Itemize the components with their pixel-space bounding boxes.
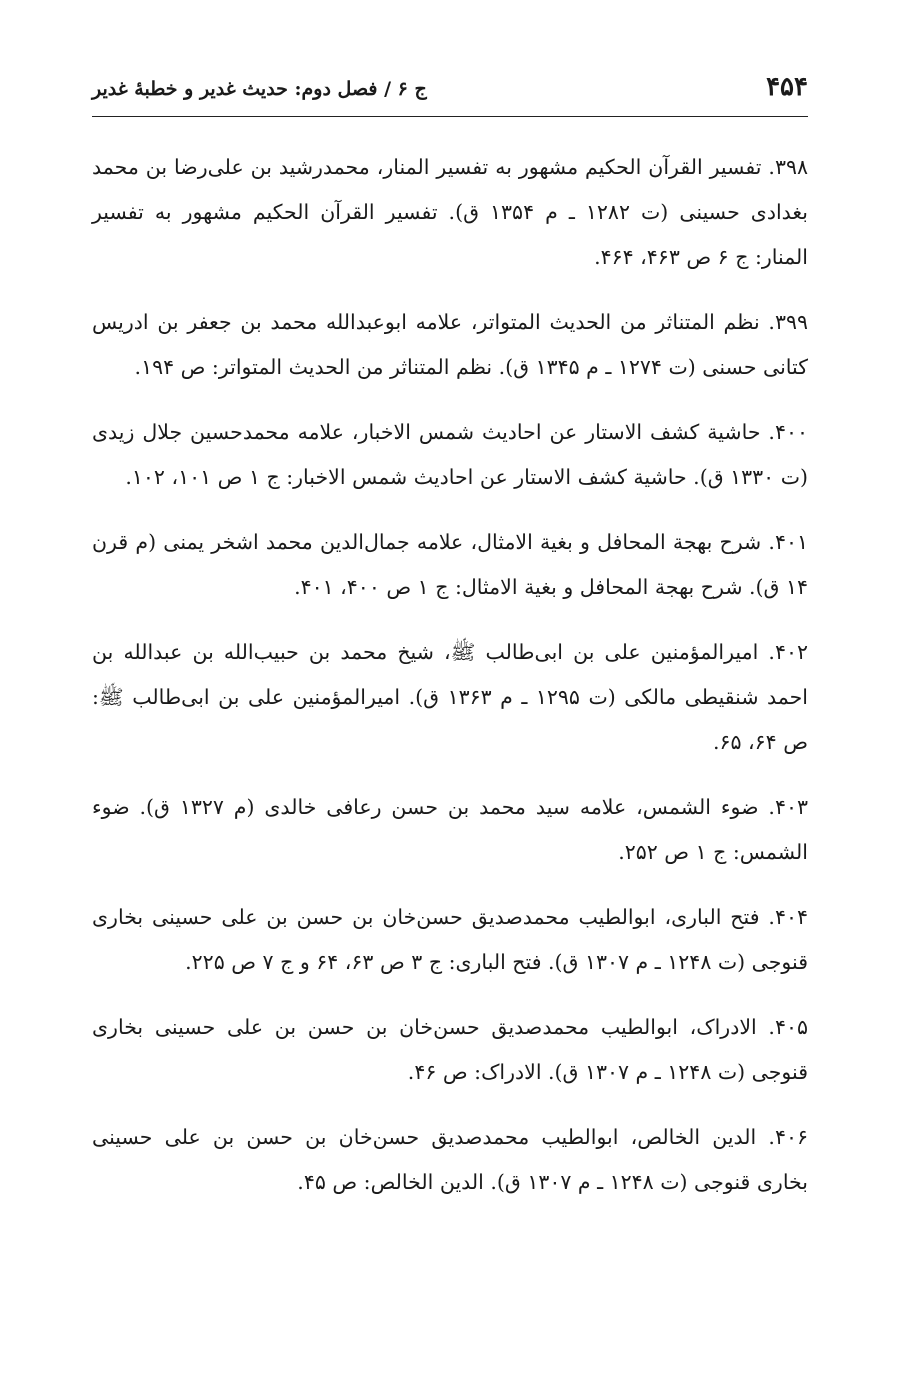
bibliography-list bbox=[92, 145, 808, 1225]
page-header bbox=[92, 66, 808, 117]
bibliography-entry: ۴۰۴. فتح الباری، ابوالطیب محمدصدیق حسن‌خان بن حسن بن علی حسینی بخاری قنوجی (ت ۱۲۴۸ ـ م ۱۳۰۷ ق). فتح الباری: ج ۳ ص ۶۳، ۶۴ و ج ۷ ص ۲۲۵. bbox=[92, 905, 808, 974]
bibliography-entry: ۴۰۵. الادراک، ابوالطیب محمدصدیق حسن‌خان بن حسن بن علی حسینی بخاری قنوجی (ت ۱۲۴۸ ـ م ۱۳۰۷ ق). الادراک: ص ۴۶. bbox=[92, 1015, 808, 1084]
bibliography-entry: ۴۰۰. حاشیة کشف الاستار عن احادیث شمس الاخبار، علامه محمدحسین جلال زیدی (ت ۱۳۳۰ ق). حاشیة کشف الاستار عن احادیث شمس الاخبار: ج ۱ ص ۱۰۱، ۱۰۲. bbox=[92, 420, 808, 489]
bibliography-entry: ۴۰۲. امیرالمؤمنین علی بن ابی‌طالب ﷺ، شیخ محمد بن حبیب‌الله بن عبدالله بن احمد شنقیطی مالکی (ت ۱۲۹۵ ـ م ۱۳۶۳ ق). امیرالمؤمنین علی بن ابی‌طالب ﷺ: ص ۶۴، ۶۵. bbox=[92, 640, 809, 754]
bibliography-entry: ۴۰۶. الدین الخالص، ابوالطیب محمدصدیق حسن‌خان بن حسن بن علی حسینی بخاری قنوجی (ت ۱۲۴۸ ـ م ۱۳۰۷ ق). الدین الخالص: ص ۴۵. bbox=[92, 1125, 808, 1194]
running-title: ج ۶ / فصل دوم: حدیث غدیر و خطبهٔ غدیر bbox=[92, 78, 427, 100]
page-number: ۴۵۴ bbox=[766, 72, 808, 102]
bibliography-entry: ۴۰۱. شرح بهجة المحافل و بغیة الامثال، علامه جمال‌الدین محمد اشخر یمنی (م قرن ۱۴ ق). شرح بهجة المحافل و بغیة الامثال: ج ۱ ص ۴۰۰، ۴۰۱. bbox=[92, 530, 808, 599]
bibliography-entry: ۳۹۸. تفسیر القرآن الحکیم مشهور به تفسیر المنار، محمدرشید بن علی‌رضا بن محمد بغدادی حسینی (ت ۱۲۸۲ ـ م ۱۳۵۴ ق). تفسیر القرآن الحکیم مشهور به تفسیر المنار: ج ۶ ص ۴۶۳، ۴۶۴. bbox=[92, 155, 809, 269]
bibliography-entry: ۴۰۳. ضوء الشمس، علامه سید محمد بن حسن رعافی خالدی (م ۱۳۲۷ ق). ضوء الشمس: ج ۱ ص ۲۵۲. bbox=[92, 795, 808, 864]
bibliography-entry: ۳۹۹. نظم المتناثر من الحدیث المتواتر، علامه ابوعبدالله محمد بن جعفر بن ادریس کتانی حسنی (ت ۱۲۷۴ ـ م ۱۳۴۵ ق). نظم المتناثر من الحدیث المتواتر: ص ۱۹۴. bbox=[92, 310, 808, 379]
